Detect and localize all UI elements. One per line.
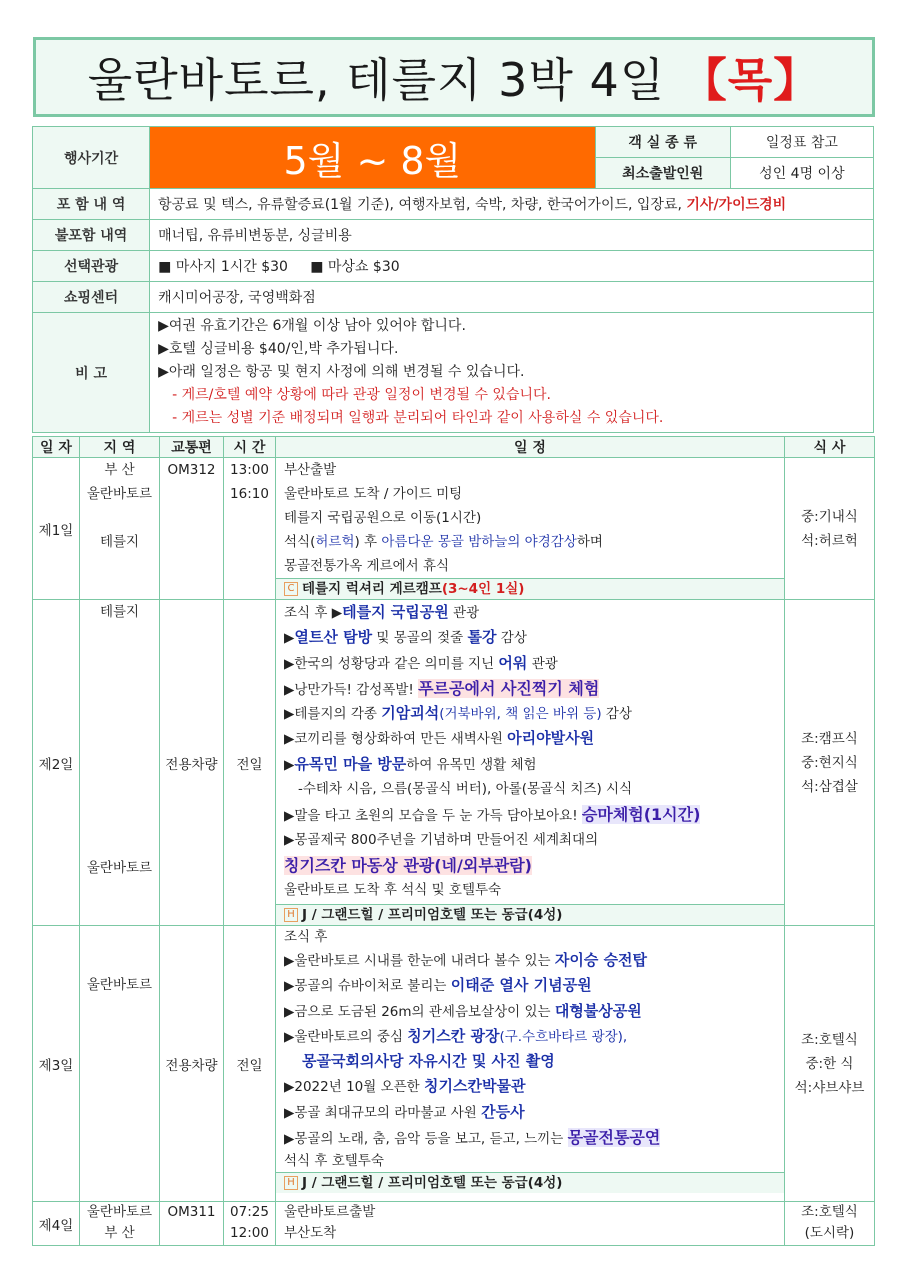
day1-transport: OM312	[160, 458, 224, 600]
day3-plan: 조식 후 ▶울란바토르 시내를 한눈에 내려다 볼수 있는 자이승 승전탑 ▶몽골의 슈바이처로 불리는 이태준 열사 기념공원 ▶금으로 도금된 26m의 관세음보살상이 있는 대형불상공원 ▶울란바토르의 중심 칭기스칸 광장(구.수흐바타르 광장), 몽골국회의사당 자유시간 및 사진 촬영 ▶2022년 10월 오픈한 칭기스칸박물관 ▶몽골 최대규모의 라마불교 사원 간등사 ▶몽골의 노래, 춤, 음악 등을 보고, 듣고, 느끼는 몽골전통공연 석식 후 호텔투숙 H J / 그랜드힐 / 프리미엄호텔 또는 동급(4성)	[276, 926, 785, 1202]
day2-hotel: H J / 그랜드힐 / 프리미엄호텔 또는 동급(4성)	[276, 904, 784, 925]
min-value: 성인 4명 이상	[730, 158, 873, 189]
schedule-table	[32, 436, 875, 1246]
day2-time: 전일	[224, 600, 276, 926]
note-line: ▶여권 유효기간은 6개월 이상 남아 있어야 합니다.	[158, 318, 466, 334]
exclude-value: 매너팁, 유류비변동분, 싱글비용	[150, 220, 874, 251]
day1-meals: 중:기내식 석:허르헉	[785, 458, 875, 600]
include-label: 포 함 내 역	[33, 189, 150, 220]
exclude-label: 불포함 내역	[33, 220, 150, 251]
header-meal: 식 사	[785, 437, 875, 458]
include-value: 항공료 및 텍스, 유류할증료(1월 기준), 여행자보험, 숙박, 차량, 한국어가이드, 입장료, 기사/가이드경비	[150, 189, 874, 220]
day1-times: 13:00 16:10	[224, 458, 276, 600]
room-label: 객 실 종 류	[595, 127, 730, 158]
note-line: ▶아래 일정은 항공 및 현지 사정에 의해 변경될 수 있습니다.	[158, 364, 525, 380]
header-transport: 교통편	[160, 437, 224, 458]
note-body	[150, 313, 874, 433]
day2-label: 제2일	[33, 600, 80, 926]
header-time: 시 간	[224, 437, 276, 458]
day3-transport: 전용차량	[160, 926, 224, 1202]
day1-label: 제1일	[33, 458, 80, 600]
header-plan: 일 정	[276, 437, 785, 458]
camp-icon: C	[284, 582, 298, 596]
day2-meals: 조:캠프식 중:현지식 석:삼겹살	[785, 600, 875, 926]
info-table	[32, 126, 874, 433]
day1-areas: 부 산 울란바토르 테를지	[80, 458, 160, 600]
header-area: 지 역	[80, 437, 160, 458]
period-value: 5월 ~ 8월	[150, 127, 596, 189]
day3-hotel: H J / 그랜드힐 / 프리미엄호텔 또는 동급(4성)	[276, 1172, 784, 1193]
note-line-red: - 게르/호텔 예약 상황에 따라 관광 일정이 변경될 수 있습니다.	[172, 387, 551, 403]
day2-areas: 테를지 울란바토르	[80, 600, 160, 926]
day3-row	[33, 926, 875, 1202]
option-label: 선택관광	[33, 251, 150, 282]
header-day: 일 자	[33, 437, 80, 458]
shop-value: 캐시미어공장, 국영백화점	[150, 282, 874, 313]
day3-time: 전일	[224, 926, 276, 1202]
day2-plan: 조식 후 ▶테를지 국립공원 관광 ▶열트산 탐방 및 몽골의 젖줄 톨강 감상 ▶한국의 성황당과 같은 의미를 지닌 어워 관광 ▶낭만가득! 감성폭발! 푸르공에서 사진찍기 체험 ▶테를지의 각종 기암괴석(거북바위, 책 읽은 바위 등) 감상 ▶코끼리를 형상화하여 만든 새벽사원 아리야발사원 ▶유목민 마을 방문하여 유목민 생활 체험 -수테차 시음, 으름(몽골식 버터), 아롤(몽골식 치즈) 시식 ▶말을 타고 초원의 모습을 두 눈 가득 담아보아요! 승마체험(1시간) ▶몽골제국 800주년을 기념하며 만들어진 세계최대의 칭기즈칸 마동상 관광(네/외부관람) 울란바토르 도착 후 석식 및 호텔투숙 H J / 그랜드힐 / 프리미엄호텔 또는 동급(4성)	[276, 600, 785, 926]
period-label: 행사기간	[33, 127, 150, 189]
day1-plan: 부산출발 울란바토르 도착 / 가이드 미팅 테를지 국립공원으로 이동(1시간) 석식(허르헉) 후 아름다운 몽골 밤하늘의 야경감상하며 몽골전통가옥 게르에서 휴식 C 테를지 럭셔리 게르캠프(3~4인 1실)	[276, 458, 785, 600]
shop-label: 쇼핑센터	[33, 282, 150, 313]
day2-transport: 전용차량	[160, 600, 224, 926]
note-line-red: - 게르는 성별 기준 배정되며 일행과 분리되어 타인과 같이 사용하실 수 있습니다.	[172, 410, 664, 426]
day4-areas: 울란바토르 부 산	[80, 1202, 160, 1246]
note-label: 비 고	[33, 313, 150, 433]
day1-row	[33, 458, 875, 600]
page-title-box	[33, 37, 875, 117]
min-label: 최소출발인원	[595, 158, 730, 189]
day4-plan: 울란바토르출발 부산도착	[276, 1202, 785, 1246]
day1-hotel: C 테를지 럭셔리 게르캠프(3~4인 1실)	[276, 578, 784, 599]
page-title: 울란바토르, 테를지 3박 4일 【목】	[87, 53, 821, 107]
day3-areas: 울란바토르	[80, 926, 160, 1202]
day3-label: 제3일	[33, 926, 80, 1202]
day3-meals: 조:호텔식 중:한 식 석:샤브샤브	[785, 926, 875, 1202]
day4-label: 제4일	[33, 1202, 80, 1246]
title-tag: 【목】	[680, 53, 821, 107]
day2-row	[33, 600, 875, 926]
hotel-icon: H	[284, 908, 298, 922]
day4-times: 07:25 12:00	[224, 1202, 276, 1246]
note-line: ▶호텔 싱글비용 $40/인,박 추가됩니다.	[158, 341, 399, 357]
hotel-icon: H	[284, 1176, 298, 1190]
day4-transport: OM311	[160, 1202, 224, 1246]
day4-meals: 조:호텔식 (도시락)	[785, 1202, 875, 1246]
room-value: 일정표 참고	[730, 127, 873, 158]
include-red: 기사/가이드경비	[686, 197, 787, 213]
option-value: ■ 마사지 1시간 $30 ■ 마상쇼 $30	[150, 251, 874, 282]
day4-row	[33, 1202, 875, 1246]
